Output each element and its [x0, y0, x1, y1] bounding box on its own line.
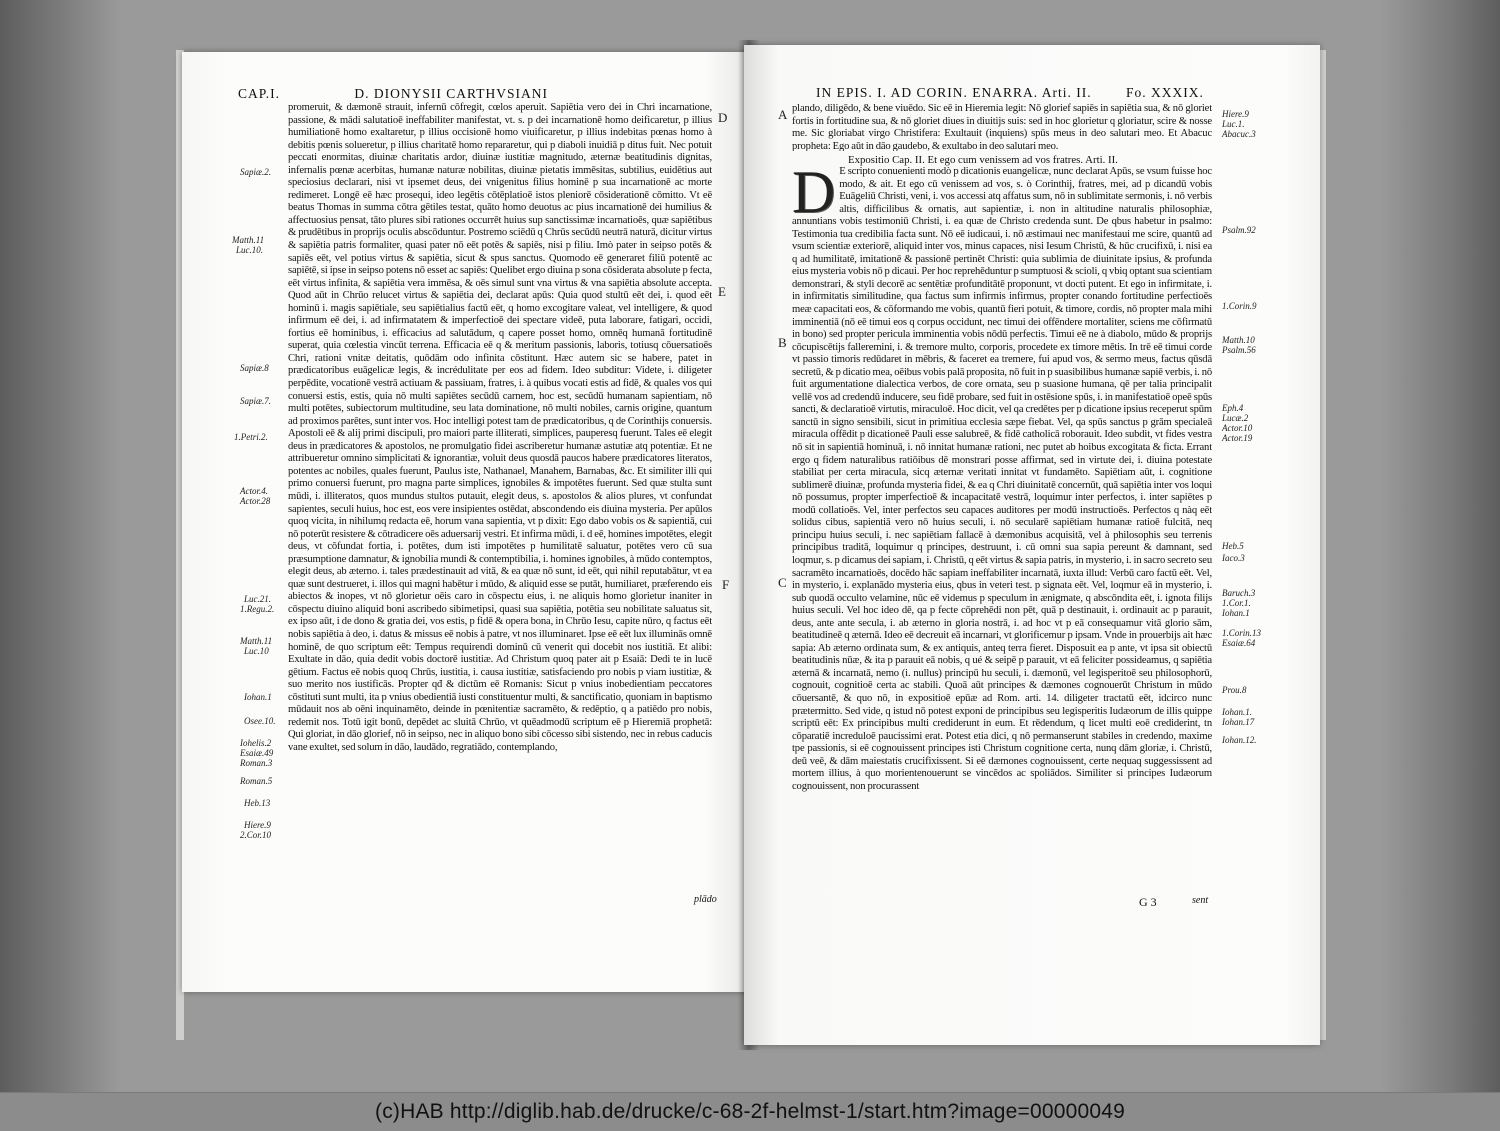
right-catchword: sent	[1192, 895, 1209, 906]
margin-note: Iohan.1	[1222, 608, 1250, 618]
margin-note: Matth.10	[1222, 335, 1255, 345]
right-page-title: IN EPIS. I. AD CORIN. ENARRA. Arti. II.	[816, 85, 1092, 100]
margin-note: Matth.11	[232, 235, 265, 245]
margin-note: Sapiæ.7.	[240, 396, 272, 406]
margin-note: Iohan.17	[1222, 717, 1255, 727]
folio-number: Fo. XXXIX.	[1126, 85, 1204, 100]
margin-note: 1.Cor.1.	[1222, 598, 1251, 608]
right-main-paragraph: E scripto conuenienti modò p dicationis euangelicæ, nunc declarat Apūs, se vsum fuisse hoc modo, & ait. Et ego cū venissem ad vos, s. ò Corinthij, fratres, mei, ad p dicandū vobis Euāgeliū Christi, veni, i. vos accessi atq affatus sum, nō in sublimitate sermonis, i. nō verbis altis, difficilibus & ornatis, aut sapientiæ, i. non in altitudine naturalis philosophiæ, annuntians vobis testimoniū Christi, i. ea quæ de Christo credenda sunt. De qbus habetur in psalmo: Testimonia tua credibilia facta sunt. Nō eē iudicaui, i. nō æstimaui nec manifestaui me scire, quantū ad vsum scientiæ exteriorē, aliquid inter vos, minus capaces, nisi Iesum Christū, & hūc crucifixū, i. nisi ea q ad humilitatē, imitationē & passionē pertinēt Christi: quia sublimia de diuinitate ipsius, & profunda eius mysteria vobis nō p dicaui. Per hoc reprehēduntur p sumptuosi & scioli, q vbiq optant sua scientiam demonstrari, & styli decorē ac sentētiæ profunditātē proponunt, vt docti putent. Et ego in infirmitate, i. in infirmitatis similitudine, qua factus sum infirmis infirmus, propter conando fortitudine perfectioēs meæ capacitati eos, & cōformando me vobis, quantū fieri potuit, & timore, cordis, nō propter mala mihi imminentiā (nō eē timui eos q corpus occidunt, nec timui dei offēndere mortaliter, sciens me cōfirmatū in bono) sed propter pericula imminentia vobis nōdū perfectis. Timui eē ne à diabolo, mūdo & proprijs cōcupiscētijs falleremini, i. & tremore multo, corporis, procedete ex timore mētis. In trē eē timui corde vt passio timoris redūdaret in mēbris, & faceret ea tremere, fui apud vos, & sermo meus, factus qūsdā secretū, & p dicatio mea, oēibus vobis palā proposita, nō fuit in p suasibilibus humanæ sapiē verbis, i. nō fuit argumentatione dialectica verbos, de core ornata, seu p suasione humana, qē per talia principalit vellē vos ad credendū inducere, seu fidē probare, sed fuit in ostēsione spūs, i. in manifestatioē opeē spūs sancti, & declaratioē virtutis, miraculoē. Hoc dicit, vel qa credētes per p dicatione ipsius receperut spūm sanctū in signo sensibili, sicut in primitiua ecclesia sæpe fiebat. Vel, qa spūs sanctus p grām specialeā miracula offēdit p dicationeē Pauli esse salubreē, & fidē catholicā roborauit. Ideo subdit, vt fides vestra nō sit in sapientiā hominuā, i. nō innitat humanæ rationi, nec putet ab hoibus excogitata & ficta. Errant ergo q fidem naturalibus ratiōibus dē monstrari posse affirmat, sed in virtute dei, i. diuina potestate stabiliat per certa miracula, sicq æternæ veritati innitat vt fundamēto. Sapiētiam aūt, i. cognitione sublimerē diuinæ, profunda mysteria fidei, & ea q Chri diuinitatē concernūt, quā sapiētia inter vos loqui nō possumus, propter imperfectioē & incapacitatē vestrā, loquimur inter perfectos, i. inter sapiētes p modū collatioēs. Vel, inter perfectos seu capaces auditores per modū instructioēs. Perfectos q nàq eēt solidus cibus, sapientiā vero nō huius seculi, i. nō secularē sapiētiam humanæ ratioē fulcitā, neq principu huius seculi, i. nec sapiētiam fallacē à dæmonibus acquisitā, vel à philosophis seu terrenis principibus traditā, loquimur q principes, destruunt, i. cū omni sua sapia pereunt & damnant, sed loqmur, s. p dicamus dei sapiam, i. Christū, q eēt virtus & sapia patris, in mysterio, i. in sacro secreto seu sacramēto incarnatioēs, docēdo hāc sapiam ineffabiliter incarnatā, iuxta illud: Verbū caro factū eēt. Vel, in mysterio, i. explanādo mysteria eius, qbus in veteri test. p signata eēt. Vel, loqmur eā in mysterio, i. sub quodā occulto velamine, nūc eē videmus p speculum in ænigmate, q abscōndita eēt, i. ignota filijs huius seculi. Vel hoc ideo dē, qa p fecte cōprehēdi non pēt, quā p destinauit, i. ordinauit ac p parauit, deus, ante ante secula, i. ab æterno in gloria nostrā, i. ad hoc vt p eā consequamur vitā glorio sām, beatitudineē q æternā. Ideo eē decreuit eā incarnari, vt glorificemur p ipsam. Vnde in prouerbijs ait hæc sapia: Ab æterno ordinata sum, & ex antiquis, anteq terra fieret. Disposuit ea p ante, vt ipsa sit obiectū beatitudinis nūæ, & ita p parauit eā nobis, q ué & seipē p parauit, vt eā feliciter possideamus, q sapiētia æternā & incarnatā, nemo (i. nullus) principū hu seculi, i. dæmonū, vel legisperitoē seu philosophorū, cognouit, cognitioē certa ac stabili. Quoā aūt principes & dæmones cognouerūt Christum in mūdo cōuersantē, & quo nō, in expositioē epūæ ad Rom. arti. 14. diligeter tractatū eēt, idcirco nunc prætermitto. Sed vide, q istud nō potest exponi de principibus seu legisperitis Iudæorum de illis quippe scriptū eēt: Ex principibus multi crediderunt in eum. Et rēdendum, q licet multi eoē crediderint, tn cōparatiē increduloē paucissimi erat. Potest etia dici, q nō permanserunt stabiles in credendo, maxime tpe passionis, si eē cognouissent principes isti Christum cognitione certa, nunq dām gloriæ, i. Christū, deū veē, & dām maiestatis crucifixissent. Si eē dæmones cognouissent, certe nequaq suggessissent ad mortem illius, à quo morientenouerunt se vincēdos ac spoliādos. Similiter si principes Iudæorum cognouissent, non procurassent	[792, 166, 1212, 792]
right-page	[744, 45, 1320, 1045]
margin-note: 1.Petri.2.	[234, 432, 268, 442]
margin-note: Actor.19	[1222, 433, 1253, 443]
margin-note: Hiere.9	[244, 820, 271, 830]
right-body-text-top	[792, 103, 1212, 151]
margin-note: Iohelis.2	[240, 738, 272, 748]
chapter-label: CAP.I.	[238, 86, 281, 101]
margin-note: 2.Cor.10	[240, 830, 272, 840]
section-letter-c: C	[778, 575, 787, 590]
signature-mark: G 3	[1139, 895, 1157, 909]
drop-cap: D	[792, 166, 836, 225]
margin-note: Prou.8	[1222, 685, 1247, 695]
copyright-footer	[0, 1092, 1500, 1131]
margin-note: Hiere.9	[1222, 109, 1249, 119]
margin-note: Luc.1.	[1222, 119, 1245, 129]
section-heading: Expositio Cap. II. Et ego cum venissem ad vos fratres. Arti. II.	[848, 154, 1118, 166]
margin-note: Abacuc.3	[1222, 129, 1256, 139]
left-catchword: plādo	[694, 894, 717, 905]
margin-note: Iohan.1	[244, 692, 272, 702]
section-letter-e: E	[718, 284, 726, 299]
margin-note: Luc.10	[244, 646, 269, 656]
margin-note: Iohan.1.	[1222, 707, 1252, 717]
margin-note: Heb.5	[1222, 541, 1244, 551]
margin-note: Actor.10	[1222, 423, 1253, 433]
right-running-head	[816, 85, 1204, 101]
margin-note: Osee.10.	[244, 716, 276, 726]
copyright-url-text: (c)HAB http://diglib.hab.de/drucke/c-68-2f-helmst-1/start.htm?image=00000049	[375, 1100, 1125, 1123]
left-body-paragraph: promeruit, & dæmonē strauit, infernū cōfregit, cœlos aperuit. Sapiētia vero dei in Chri incarnatione, passione, & mādi salutatioē ineffabiliter manifestat, vt. s. p dei incarnationē homo deificaretur, p illius humiliationē homo exaltaretur, p illius occisionē homo viuificaretur, p illius indebitas pœnas homo à debitis pœnis solueretur, p illius charitatē homo repararetur, qui p diaboli inuidiā p ditus fuit. Nec potuit peccati enormitas, diuinæ charitatis ardor, diuinæ iustitiæ magnitudo, æternæ beatitudinis dignitas, infernalis pœnæ acerbitas, humanæ naturæ nobilitas, diuinæ pietatis immēsitas, subtilius, euidētius aut speciosius declarari, nisi vt ipsemet deus, dei vnigenitus filius hominē p sua incarnationē ac morte redimeret. Longē eē hæc prosequi, ideo legētis cōtēplatioē istos pleniorē cōsiderationē cōmitto. Vt eē beatus Thomas in summa cōtra gētiles testat, quāto homo deuotus ac pius incarnationē dei humilius & affectuosius pensat, tāto plures sibi rationes occurrēt huius sup sanctissimæ incarnatioēs, quæ sapiētibus & prudētibus in proprijs oculis abscōduntur. Postremo sciēdū q Chrūs secūdū neutrā naturā, dicitur virtus & sapiētia patris formaliter, quasi pater nō eēt potēs & sapiēs, nisi p filiu. Imò pater in seipso potēs & sapiēs eēt, vel potius virtus & sapiētia, sicut & spus sanctus. Quomodo eē generaret filiū potentē ac sapiētē, si ipse in seipso potens nō esset ac sapiēs: Quelibet ergo diuina p sona cōsiderata absolute p fecta, eēt virtus infinita, & sapiētia vera immēsa, & oēs simul sunt vna virtus & vna sapiētia absolute accepta. Quod aūt in Chrūo relucet virtus & sapiētia dei, declarat apūs: Quia quod stultū eēt dei, i. quod eēt hominū i. magis sapiētiale, seu sapiētialius factū eēt, q homo excogitare valeat, vel intelligere, & quod infirmum eē dei, i. ad infirmatatem & imperfectioē dei spectare videē, puta laborare, fatigari, occidi, fortius eē hominibus, i. efficacius ad salutādum, q capere posset homo, omnēq humanā fortitudinē superat, quia cœlestia vincūt terrena. Efficacia eē q & meritum passionis, laboris, totiusq cōuersatioēs Chri, rationi vnitæ deitatis, quōdām odo infinita cōstitunt. Hæc autem sic se habere, patet in prædicatoribus euāgelicæ legis, & incrédulitate per eos ad fidem. Ideo subditur: Videte, i. diligeter perpēdite, vocationē vestrā actiuam & passiuam, fratres, i. à quibus vocati estis ad fidē, & quales vos qui conuersi estis, estis, quia nō multi sapiētes secūdū carnem, hoc est, secūdū humanam sapientiam, nō multi potētes, subiectorum multitudine, seu lata dominatione, nō multi nobiles, carnis origine, quantum ad proximos parētes, sunt inter vos. Hoc intelligi potest tam de prædicatoribus, q de Corinthijs conuersis. Apostoli eē & alij primi discipuli, pro maiori parte illiterati, simplices, pauperesq fuerunt. Tales eē elegit deus in prædicatores & apostolos, ne promulgatio fidei ascriberetur humanæ astutiæ atq potentiæ. Et ne attribueretur omnino simplicitati & ignorantiæ, voluit deus quosdā paucos habere prædicatores literatos, potentes ac nobiles, quales fuerunt, Paulus iste, Nathanael, Manahem, Barnabas, &c. Et similiter illi qui primo conuersi fuerunt, pro magna parte simplices, ignobiles & impotētes fuerunt. Sed quæ stulta sunt mūdi, i. illiteratos, quos mundus stultos putauit, elegit deus, s. apostolos & alios plures, vt confundat sapientes, seculi huius, hoc est, eos vere insipientes ostēdat, abscondendo eis diuina mysteria. Per apūlos quoq vicita, in nihilumq redacta eē, horum vana sapientia, vt p dixit: Ego dabo vobis os & sapientiā, cui nō poterūt resistere & cōtradicere oēs aduersarij vestri. Et infirma mūdi, i. d eē, homines impotētes, elegit deus, vt cōfundat fortia, i. potētes, dum isti impotētes p humilitatē saluatur, potētes vero cū sua præsumptione damnatur, & ignobilia mundi & contemptibilia, i. homines ignobiles, à mūdo contemptos, elegit deus, ab æterno. i. tales prædestinauit ad vitā, & ea quæ nō sunt, id eēt, qui nihil reputabātur, vt ea quæ sunt destrueret, i. illos qui magni habētur i mūdo, & aliquid esse se putāt, humiliaret, præferendo eis abiectos & inopes, vt nō glorietur oēis caro in cōspectu eius, i. ne aliquis homo glorietur inaniter in cōspectu diuino aliquid boni ascribedo sibimetipsi, quasi sua sapiētia, potētia seu nobilitate saluatus sit, ex ipso aūt, i de dono & gratia dei, vos estis, p fidē & opera bona, in Chrūo Iesu, capite nūro, q factus eēt nobis sapiētia à deo, i. datus & missus eē nobis à patre, vt nos illuminaret. Ipse eē eēt lux illuminās omnē hominē, de quo scriptum eēt: Tempus requirendi dominū cū venerit qui docebit nos iustitiā. Et alibi: Exultate in dāo, quia dedit vobis doctorē iustitiæ. Ad Christum quoq pater ait p Esaiā: Dedi te in lucē gētium. Factus eē nobis quoq Chrūs, iustitia, i. causa iustitiæ, satisfaciendo pro nobis p viam iustitiæ, & suo merito nos iustificās. Propter qđ & dictūm eē Romanis: Sicut p vnius inobedientiam peccatores cōstituti sunt multi, ita p vnius obedientiā iusti constituentur multi, & sanctificatio, quoniam in baptismo mūdauit nos ab oēni inquinamēto, deinde in pœnitentiæ sacramēto, & redēptio, q a patiēdo pro nobis, redemit nos. Totū igit bonū, depēdet ac sluitā Chrūo, vt quēadmodū scriptum eē p Hieremiā prophetā: Qui gloriat, in dāo glorief, nō in seipso, nec in aliquo bono sibi cōcesso sibi sistendo, nec in rebus caducis vane exultet, sed solum in dāo, laudādo, regratiādo, contemplando,	[288, 102, 712, 753]
margin-note: 1.Corin.13	[1222, 628, 1262, 638]
margin-note: Roman.3	[240, 758, 273, 768]
margin-note: Matth.11	[240, 636, 273, 646]
left-running-head	[238, 86, 548, 102]
margin-note: Heb.13	[244, 798, 271, 808]
section-letter-a: A	[778, 107, 788, 122]
margin-note: 1.Corin.9	[1222, 301, 1257, 311]
left-page	[182, 52, 750, 992]
section-letter-f: F	[722, 577, 730, 592]
margin-note: Sapiæ.2.	[240, 167, 272, 177]
margin-note: Eph.4	[1222, 403, 1244, 413]
margin-note: Psalm.56	[1222, 345, 1256, 355]
margin-note: Luc.10.	[236, 245, 263, 255]
margin-note: Roman.5	[240, 776, 273, 786]
margin-note: Iohan.12.	[1222, 735, 1257, 745]
section-letter-b: B	[778, 335, 787, 350]
margin-note: Psalm.92	[1222, 225, 1256, 235]
margin-note: Actor.28	[240, 496, 271, 506]
margin-note: Baruch.3	[1222, 588, 1256, 598]
margin-note: Lucæ.2	[1222, 413, 1249, 423]
margin-note: Esaiæ.64	[1222, 638, 1256, 648]
margin-note: 1.Regu.2.	[240, 604, 275, 614]
margin-note: Sapiæ.8	[240, 363, 269, 373]
margin-note: Actor.4.	[240, 486, 268, 496]
left-page-title: D. DIONYSII CARTHVSIANI	[354, 86, 548, 101]
margin-note: Iaco.3	[1222, 553, 1245, 563]
section-letter-d: D	[718, 110, 728, 125]
margin-note: Esaiæ.49	[240, 748, 274, 758]
margin-note: Luc.21.	[244, 594, 271, 604]
right-body-text-main	[792, 166, 1212, 890]
right-top-paragraph: plando, diligēdo, & bene viuēdo. Sic eē in Hieremia legit: Nō glorief sapiēs in sapiētia sua, & nō gloriet fortis in fortitudine sua, & nō gloriet diues in diuitijs suis: sed in hoc glorietur q gloriatur, scire & nosse me. Sic gloriabat virgo Christifera: Exultauit (inquiens) spūs meus in deo salutari meo. Et Abacuc propheta: Ego aūt in dāo gaudebo, & exultabo in deo salutari meo.	[792, 103, 1212, 151]
left-body-text	[288, 102, 712, 892]
